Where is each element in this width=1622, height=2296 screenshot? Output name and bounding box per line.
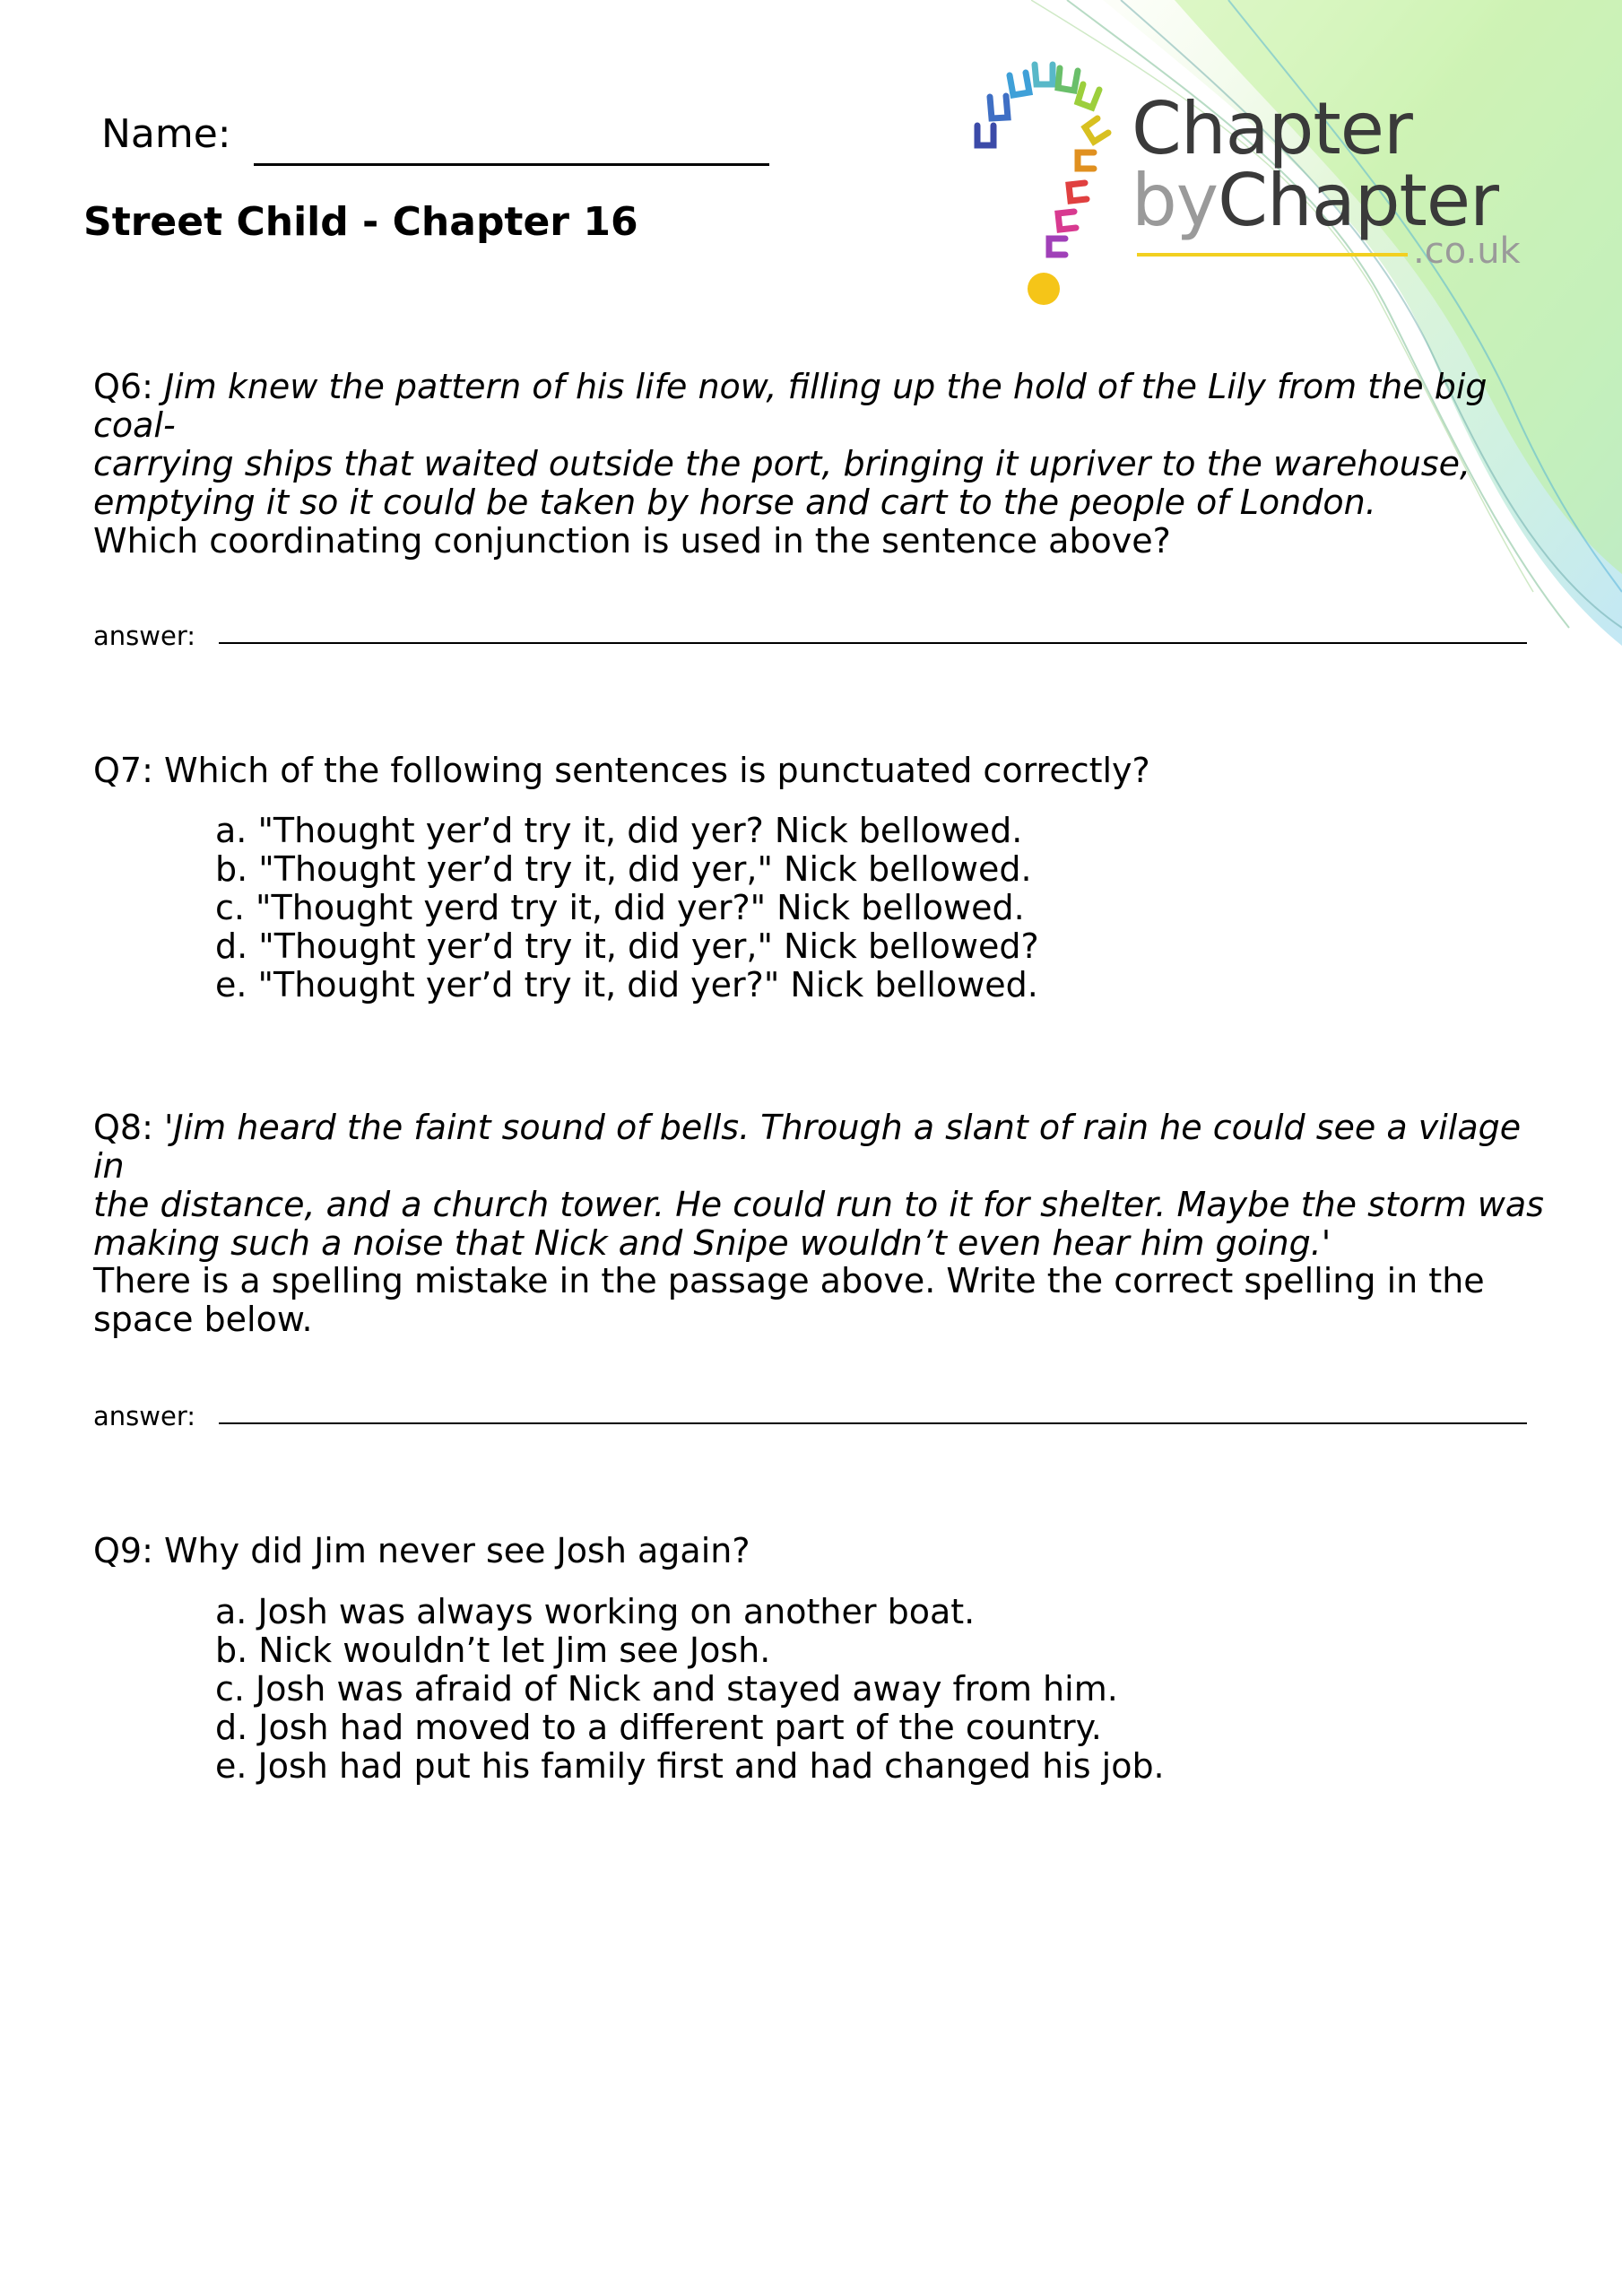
q7-options — [215, 812, 1470, 1004]
logo-text-bychapter: byChapter — [1132, 159, 1498, 242]
q8-passage-line3: making such a noise that Nick and Snipe wouldn’t even hear him going.' — [93, 1223, 1331, 1263]
q9-option-e[interactable]: e. Josh had put his family first and had changed his job. — [215, 1746, 1165, 1786]
q6-passage — [93, 368, 1546, 522]
worksheet-title: Street Child - Chapter 16 — [83, 199, 638, 245]
q7-option-b[interactable]: b. "Thought yer’d try it, did yer," Nick bellowed. — [215, 849, 1032, 889]
q8-passage-line2: the distance, and a church tower. He could run to it for shelter. Maybe the storm was — [93, 1185, 1544, 1224]
q8-question — [93, 1262, 1546, 1339]
q8-answer-line[interactable] — [219, 1422, 1527, 1424]
q9-option-d[interactable]: d. Josh had moved to a different part of the country. — [215, 1708, 1102, 1747]
q7-option-d[interactable]: d. "Thought yer’d try it, did yer," Nick bellowed? — [215, 926, 1039, 966]
q8-question-line2: space below. — [93, 1300, 313, 1339]
q6-question: Which coordinating conjunction is used in the sentence above? — [93, 521, 1171, 561]
name-line[interactable] — [254, 163, 769, 166]
q8-answer-label: answer: — [93, 1401, 196, 1431]
q9-question: Q9: Why did Jim never see Josh again? — [93, 1531, 750, 1570]
q7-option-e[interactable]: e. "Thought yer’d try it, did yer?" Nick bellowed. — [215, 965, 1038, 1004]
logo-domain: .co.uk — [1413, 230, 1521, 272]
logo-text-chapter: Chapter — [1132, 87, 1412, 170]
logo-dot — [1028, 273, 1060, 305]
q6-passage-line1: Jim knew the pattern of his life now, filling up the hold of the Lily from the big coal- — [93, 367, 1488, 445]
q7-option-a[interactable]: a. "Thought yer’d try it, did yer? Nick bellowed. — [215, 811, 1023, 850]
q7-question: Q7: Which of the following sentences is punctuated correctly? — [93, 751, 1150, 790]
q8-passage-line1: 'Jim heard the faint sound of bells. Through a slant of rain he could see a vilage in — [93, 1108, 1522, 1186]
q6-prefix: Q6: — [93, 367, 164, 406]
q8-prefix: Q8: — [93, 1108, 164, 1147]
q9-options — [215, 1593, 1470, 1786]
q6-passage-line2: carrying ships that waited outside the port, bringing it upriver to the warehouse, — [93, 444, 1471, 483]
q9-option-a[interactable]: a. Josh was always working on another boat. — [215, 1592, 976, 1631]
q8-passage — [93, 1109, 1546, 1263]
q7-option-c[interactable]: c. "Thought yerd try it, did yer?" Nick bellowed. — [215, 888, 1025, 927]
q8-question-line1: There is a spelling mistake in the passage above. Write the correct spelling in the — [93, 1261, 1485, 1300]
chapter-by-chapter-logo-icon — [959, 54, 1121, 314]
q9-option-c[interactable]: c. Josh was afraid of Nick and stayed away from him. — [215, 1669, 1118, 1709]
q6-answer-label: answer: — [93, 621, 196, 651]
q6-answer-line[interactable] — [219, 642, 1527, 644]
q9-option-b[interactable]: b. Nick wouldn’t let Jim see Josh. — [215, 1631, 771, 1670]
logo-underline — [1137, 253, 1408, 257]
name-label: Name: — [101, 111, 231, 157]
q6-passage-line3: emptying it so it could be taken by horse and cart to the people of London. — [93, 483, 1376, 522]
